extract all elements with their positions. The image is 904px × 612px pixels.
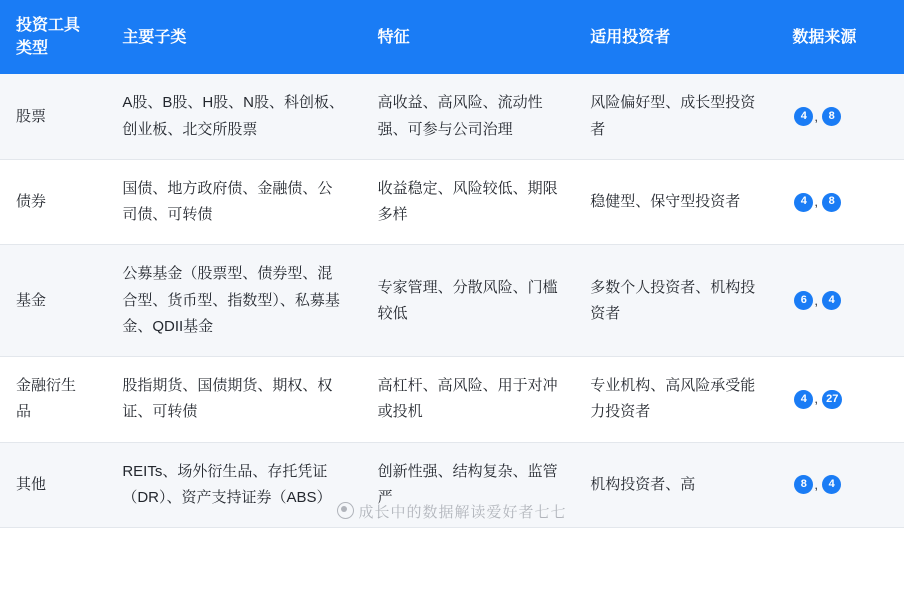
- cell-sources: [776, 442, 904, 528]
- cell-investors: 专业机构、高风险承受能力投资者: [574, 357, 776, 443]
- column-header-sources: 数据来源: [776, 0, 904, 74]
- cell-sources: [776, 159, 904, 245]
- table-row: [0, 245, 904, 357]
- cell-subtypes: A股、B股、H股、N股、科创板、创业板、北交所股票: [106, 74, 361, 159]
- table-row: [0, 442, 904, 528]
- source-badge[interactable]: 8: [822, 107, 841, 126]
- source-badge[interactable]: 4: [822, 475, 841, 494]
- source-separator: ,: [814, 476, 818, 492]
- cell-sources: [776, 74, 904, 159]
- source-separator: ,: [814, 194, 818, 210]
- cell-features: 收益稳定、风险较低、期限多样: [362, 159, 575, 245]
- cell-sources: [776, 357, 904, 443]
- cell-investors: 多数个人投资者、机构投资者: [574, 245, 776, 357]
- cell-type: 其他: [0, 442, 106, 528]
- cell-type: 股票: [0, 74, 106, 159]
- cell-features: 高杠杆、高风险、用于对冲或投机: [362, 357, 575, 443]
- table-row: [0, 357, 904, 443]
- source-badge[interactable]: 27: [822, 390, 842, 409]
- cell-investors: 稳健型、保守型投资者: [574, 159, 776, 245]
- cell-subtypes: REITs、场外衍生品、存托凭证（DR）、资产支持证券（ABS）: [106, 442, 361, 528]
- cell-subtypes: 股指期货、国债期货、期权、权证、可转债: [106, 357, 361, 443]
- table-header: [0, 0, 904, 74]
- source-badge[interactable]: 4: [794, 390, 813, 409]
- source-badge[interactable]: 6: [794, 291, 813, 310]
- watermark-text: 成长中的数据解读爱好者七七: [358, 504, 567, 522]
- cell-subtypes: 国债、地方政府债、金融债、公司债、可转债: [106, 159, 361, 245]
- column-header-type: 投资工具类型: [0, 0, 106, 74]
- table-header-row: [0, 0, 904, 74]
- cell-subtypes: 公募基金（股票型、债券型、混合型、货币型、指数型）、私募基金、QDII基金: [106, 245, 361, 357]
- column-header-features: 特征: [362, 0, 575, 74]
- cell-features: 高收益、高风险、流动性强、可参与公司治理: [362, 74, 575, 159]
- column-header-subtypes: 主要子类: [106, 0, 361, 74]
- source-separator: ,: [814, 108, 818, 124]
- source-badge[interactable]: 8: [822, 193, 841, 212]
- source-badge[interactable]: 4: [794, 107, 813, 126]
- cell-investors: 风险偏好型、成长型投资者: [574, 74, 776, 159]
- cell-type: 金融衍生品: [0, 357, 106, 443]
- cell-type: 债券: [0, 159, 106, 245]
- source-badge[interactable]: 4: [822, 291, 841, 310]
- column-header-investors: 适用投资者: [574, 0, 776, 74]
- table-body: [0, 74, 904, 527]
- source-badge[interactable]: 8: [794, 475, 813, 494]
- table-row: [0, 159, 904, 245]
- cell-features: 创新性强、结构复杂、监管严: [362, 442, 575, 528]
- source-separator: ,: [814, 292, 818, 308]
- table-row: [0, 74, 904, 159]
- source-badge[interactable]: 4: [794, 193, 813, 212]
- cell-features: 专家管理、分散风险、门槛较低: [362, 245, 575, 357]
- source-separator: ,: [814, 391, 818, 407]
- cell-investors: 机构投资者、高: [574, 442, 776, 528]
- cell-type: 基金: [0, 245, 106, 357]
- cell-sources: [776, 245, 904, 357]
